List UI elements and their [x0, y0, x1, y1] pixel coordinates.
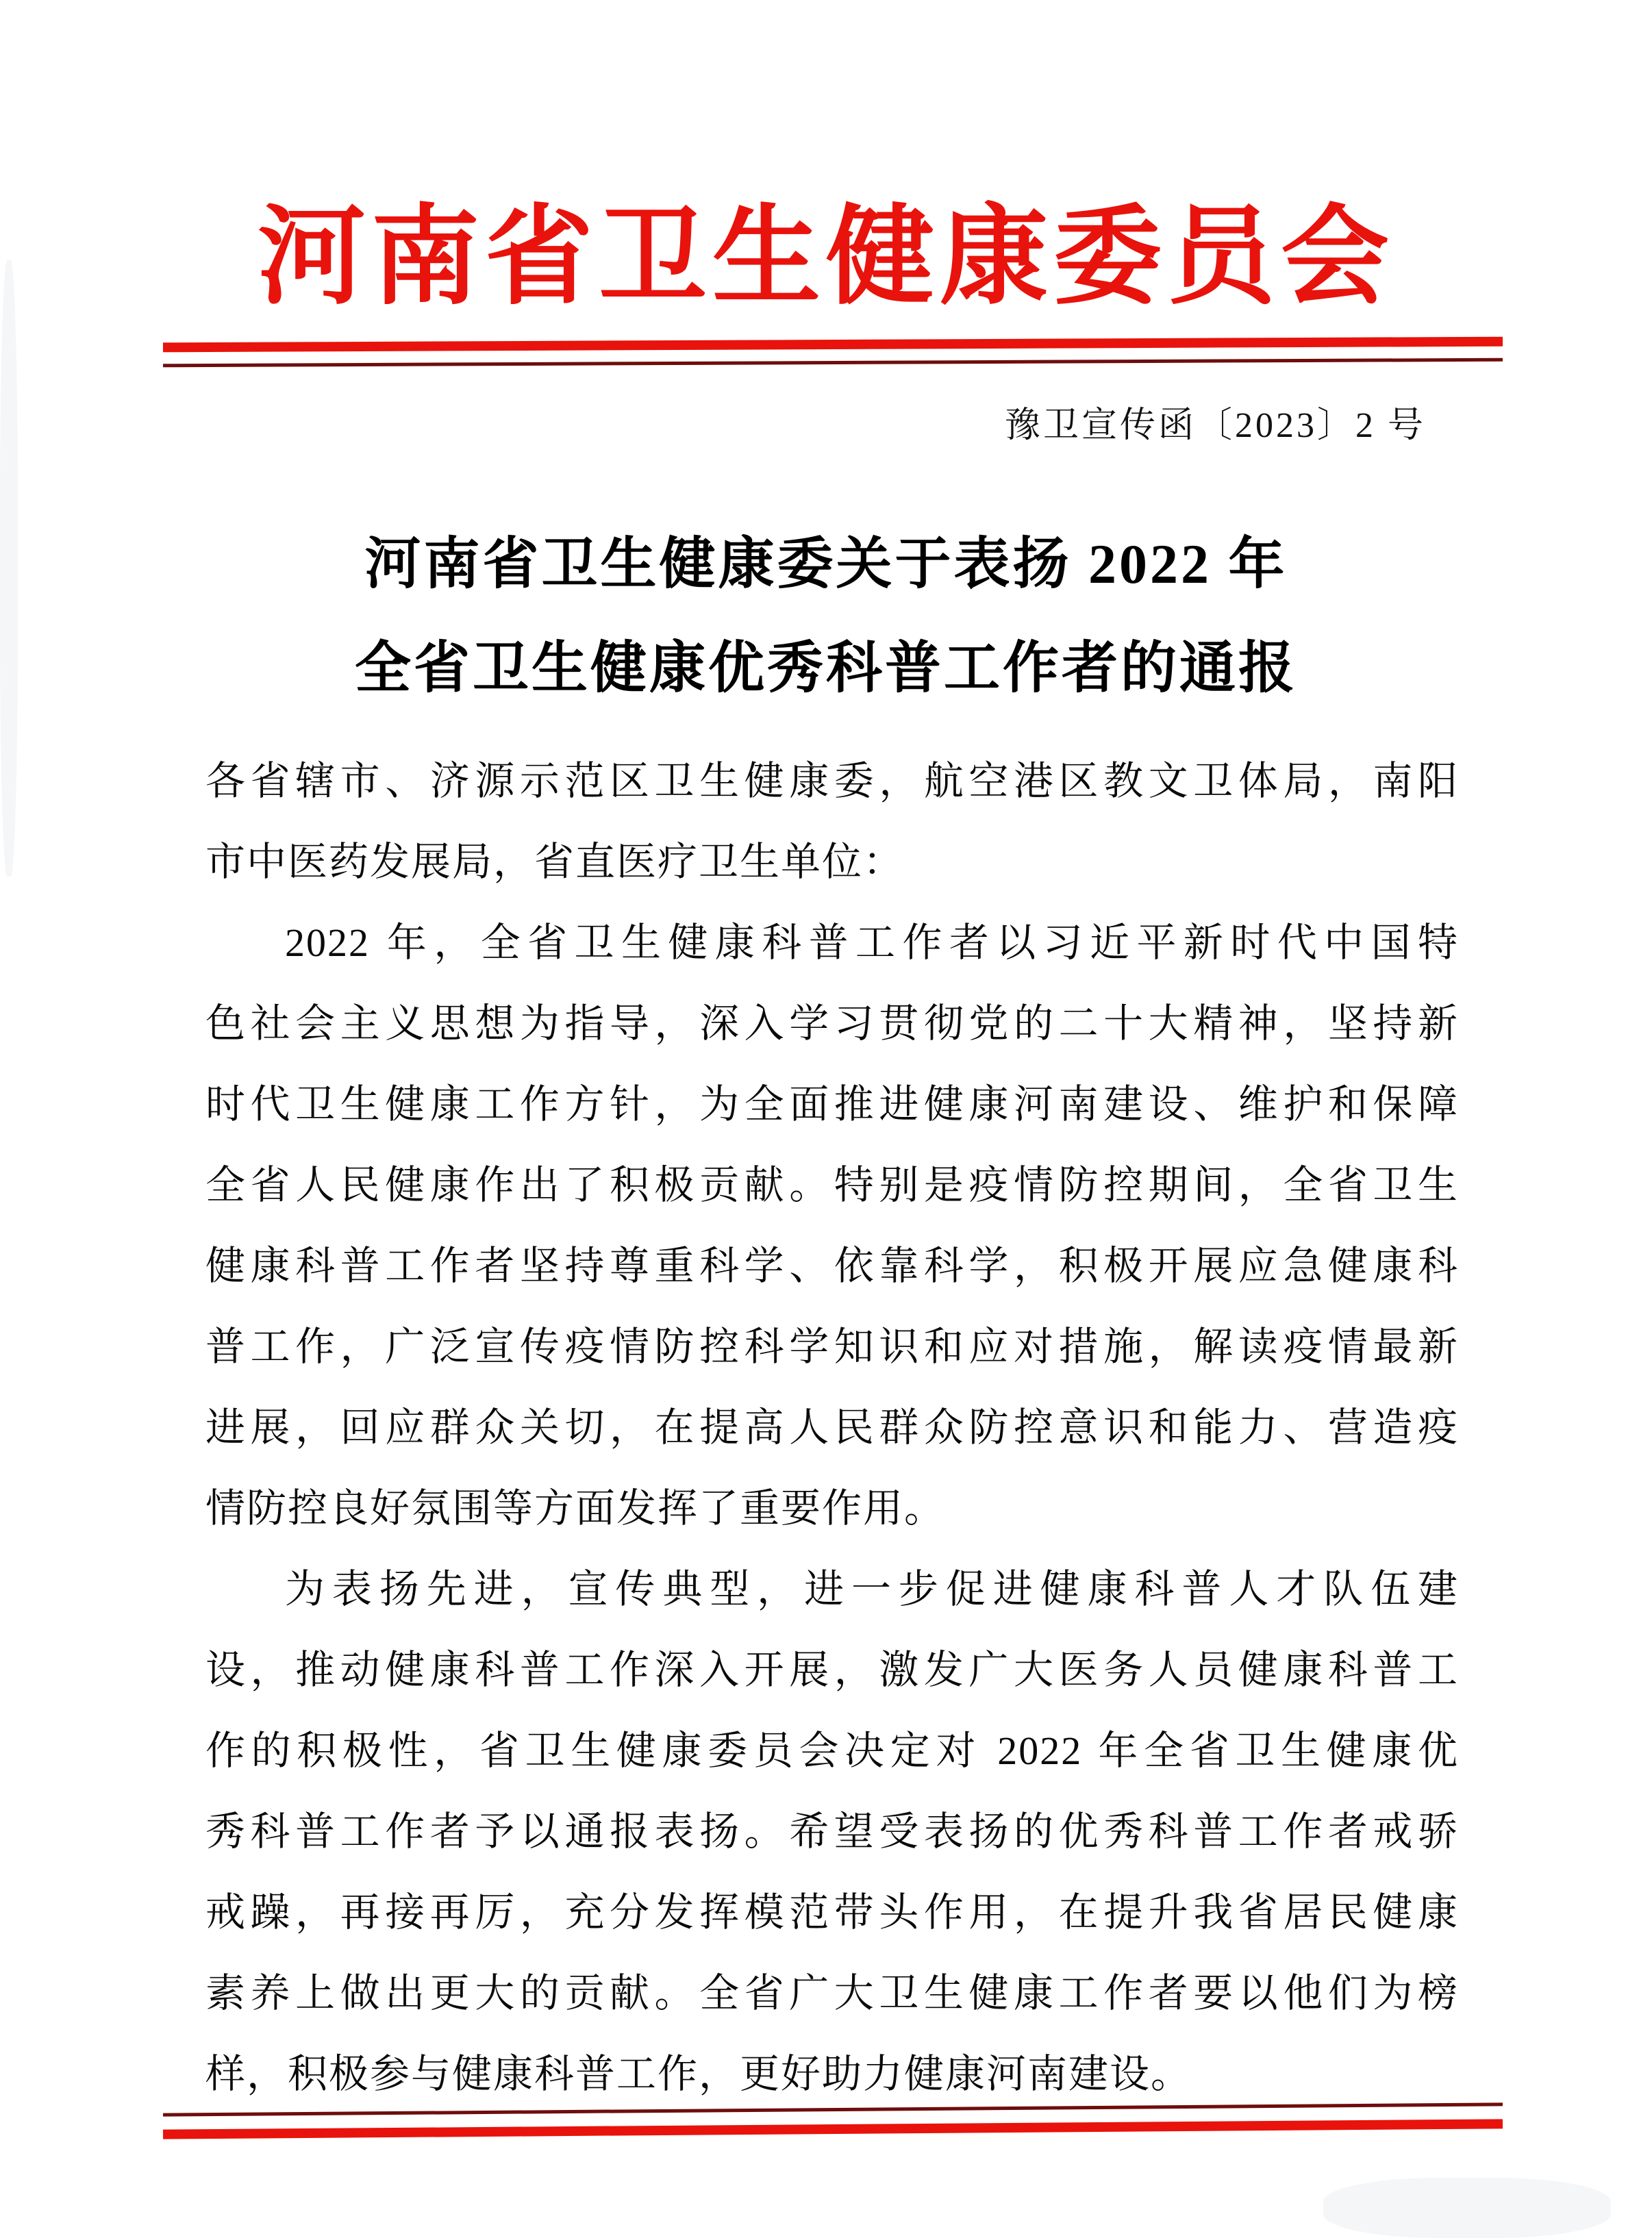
body-line: 素养上做出更大的贡献。全省广大卫生健康工作者要以他们为榜 — [205, 1971, 1459, 2015]
header-divider-thin — [163, 358, 1503, 368]
title-line-2: 全省卫生健康优秀科普工作者的通报 — [354, 637, 1297, 699]
body-line: 为表扬先进，宣传典型，进一步促进健康科普人才队伍建 — [285, 1567, 1459, 1611]
body-line: 各省辖市、济源示范区卫生健康委，航空港区教文卫体局，南阳 — [205, 759, 1459, 803]
body-line: 戒躁，再接再厉，充分发挥模范带头作用，在提升我省居民健康 — [205, 1890, 1459, 1935]
body-line: 情防控良好氛围等方面发挥了重要作用。 — [205, 1486, 946, 1531]
scan-artifact — [1323, 2178, 1611, 2238]
body-line: 进展，回应群众关切，在提高人民群众防控意识和能力、营造疫 — [205, 1405, 1459, 1450]
body-line: 设，推动健康科普工作深入开展，激发广大医务人员健康科普工 — [205, 1648, 1459, 1692]
body-line: 样，积极参与健康科普工作，更好助力健康河南建设。 — [205, 2052, 1192, 2096]
body-line: 时代卫生健康工作方针，为全面推进健康河南建设、维护和保障 — [205, 1082, 1459, 1127]
body-line: 市中医药发展局，省直医疗卫生单位： — [205, 840, 905, 884]
header-divider-thick — [163, 337, 1503, 353]
body-line: 全省人民健康作出了积极贡献。特别是疫情防控期间，全省卫生 — [205, 1163, 1459, 1207]
body-line: 2022 年，全省卫生健康科普工作者以习近平新时代中国特 — [285, 920, 1459, 965]
footer-divider-thick — [163, 2119, 1503, 2139]
body-line: 色社会主义思想为指导，深入学习贯彻党的二十大精神，坚持新 — [205, 1001, 1459, 1046]
letterhead-agency-name: 河南省卫生健康委员会 — [258, 198, 1394, 318]
body-line: 秀科普工作者予以通报表扬。希望受表扬的优秀科普工作者戒骄 — [205, 1809, 1459, 1854]
body-line: 普工作，广泛宣传疫情防控科学知识和应对措施，解读疫情最新 — [205, 1324, 1459, 1369]
document-body — [205, 741, 1459, 2115]
document-number: 豫卫宣传函〔2023〕2 号 — [1004, 406, 1426, 445]
body-line: 健康科普工作者坚持尊重科学、依靠科学，积极开展应急健康科 — [205, 1244, 1459, 1288]
title-line-1: 河南省卫生健康委关于表扬 2022 年 — [364, 533, 1288, 595]
document-title — [0, 512, 1652, 720]
body-line: 作的积极性，省卫生健康委员会决定对 2022 年全省卫生健康优 — [205, 1728, 1459, 1773]
